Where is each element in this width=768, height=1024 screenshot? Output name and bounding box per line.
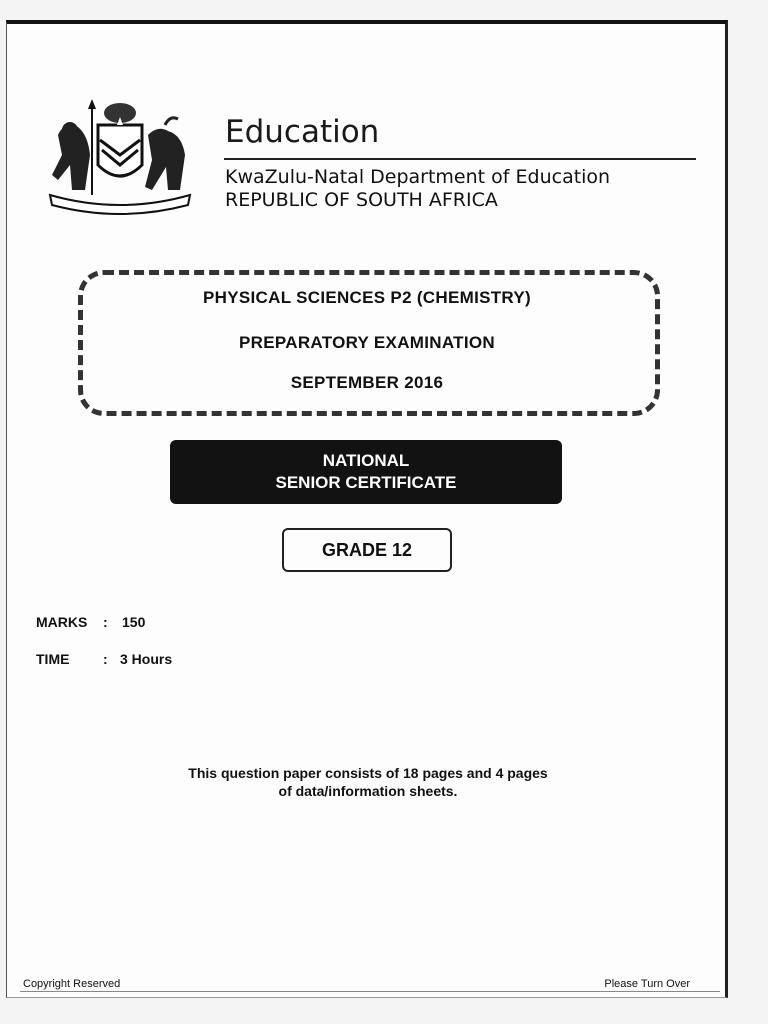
time-separator: : [103, 651, 108, 667]
subject-title: PHYSICAL SCIENCES P2 (CHEMISTRY) [203, 288, 531, 307]
time-value: 3 Hours [120, 651, 173, 667]
exam-type: PREPARATORY EXAMINATION [239, 333, 495, 352]
time-label: TIME [36, 651, 70, 667]
page-count-note [0, 764, 736, 800]
copyright-footer: Copyright Reserved [23, 978, 121, 990]
page-title: Education [225, 114, 380, 150]
marks-label: MARKS [36, 614, 88, 630]
exam-date: SEPTEMBER 2016 [290, 373, 444, 392]
turn-over-footer: Please Turn Over [604, 978, 690, 990]
title-divider [224, 158, 696, 160]
department-block [225, 166, 610, 212]
marks-separator: : [103, 614, 108, 630]
certificate-line-2: SENIOR CERTIFICATE [275, 473, 457, 492]
grade-badge: GRADE 12 [282, 528, 452, 572]
country-name: REPUBLIC OF SOUTH AFRICA [225, 189, 498, 211]
certificate-line-1: NATIONAL [322, 451, 410, 470]
certificate-banner [170, 440, 562, 504]
department-name: KwaZulu-Natal Department of Education [225, 166, 611, 188]
note-line-2: of data/information sheets. [278, 783, 458, 799]
coat-of-arms-icon [40, 95, 200, 215]
footer-divider [20, 991, 720, 992]
note-line-1: This question paper consists of 18 pages and 4 pages [188, 765, 548, 781]
marks-value: 150 [122, 614, 146, 630]
